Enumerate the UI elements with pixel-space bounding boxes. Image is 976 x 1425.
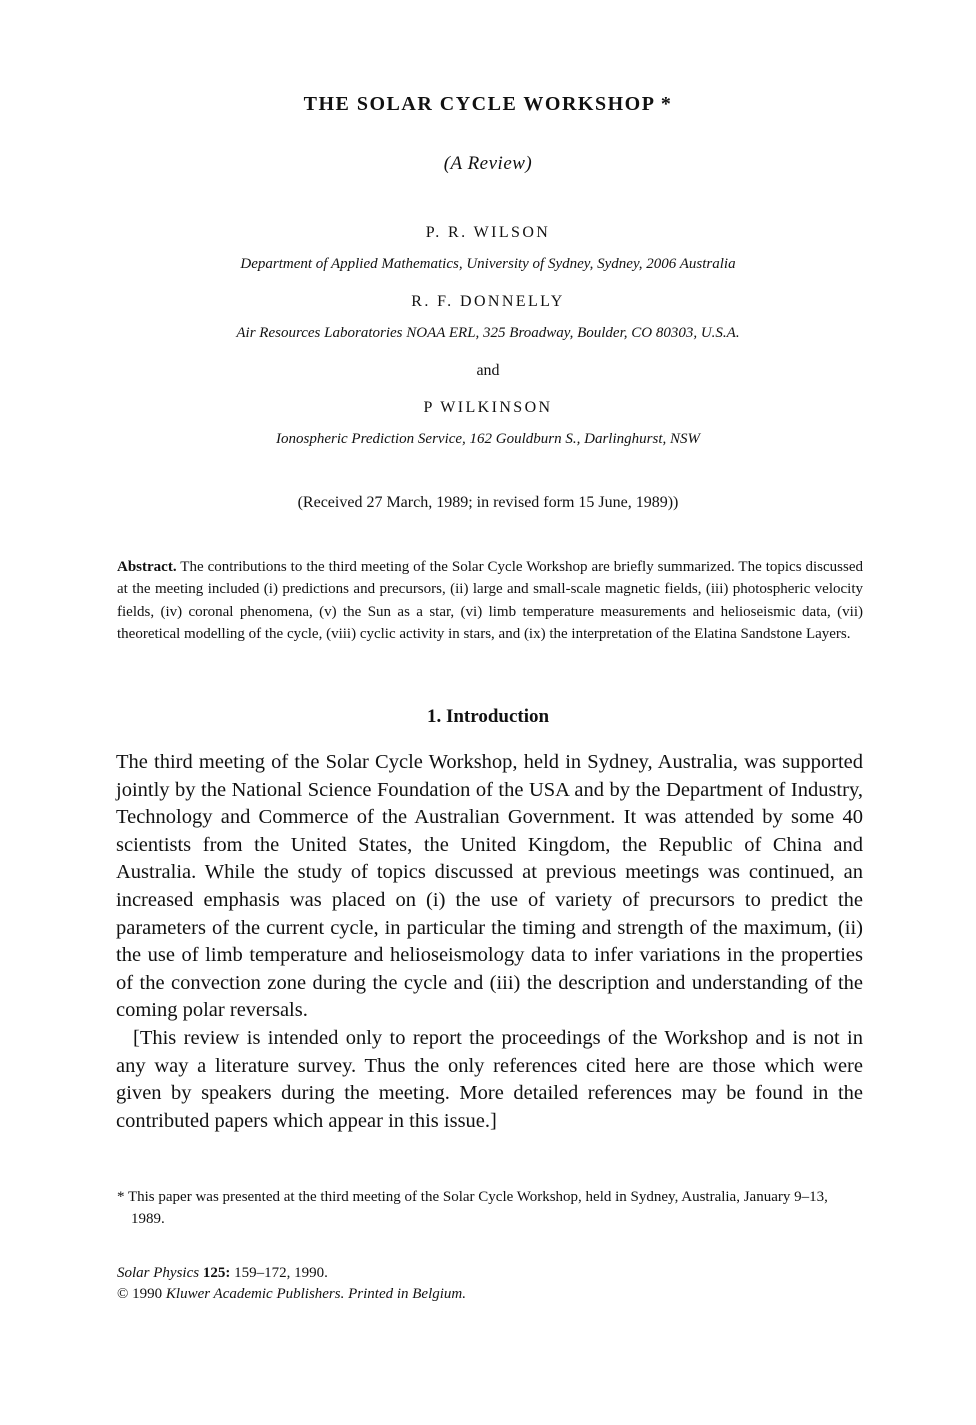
abstract-text: The contributions to the third meeting of the Solar Cycle Workshop are briefly summarized. The topics discussed at the meeting included (i) predictions and precursors, (ii) large and small-scale magnetic fields, (iii) photospheric velocity fields, (iv) coronal phenomena, (v) the Sun as a star, (vi) limb temperature measurements and helioseismic data, (vii) theoretical modelling of the cycle, (viii) cyclic activity in stars, and (ix) the interpretation of the Elatina Sandstone Layers. [117, 559, 863, 642]
footnote: * This paper was presented at the third meeting of the Solar Cycle Workshop, held in Sydney, Australia, January 9–13, 1989. [117, 1189, 828, 1227]
abstract-label: Abstract. [117, 559, 177, 575]
author-affiliation: Ionospheric Prediction Service, 162 Gouldburn S., Darlinghurst, NSW [276, 431, 700, 447]
body-paragraph: The third meeting of the Solar Cycle Workshop, held in Sydney, Australia, was supported jointly by the National Science Foundation of the USA and by the Department of Industry, Technology and Commerce of the Australian Government. It was attended by some 40 scientists from the United States, the United Kingdom, the Republic of China and Australia. While the study of topics discussed at previous meetings was continued, an increased emphasis was placed on (i) the use of variety of precursors to predict the parameters of the current cycle, in particular the timing and strength of the maximum, (ii) the use of limb temperature and helioseismology data to infer variations in the properties of the convection zone during the cycle and (iii) the description and understanding of the coming polar reversals. [116, 751, 863, 1022]
journal-info [117, 1263, 466, 1305]
paper-title: THE SOLAR CYCLE WORKSHOP * [303, 93, 673, 115]
author-conjunction: and [476, 362, 500, 379]
journal-pages: 159–172, 1990. [230, 1265, 328, 1281]
received-dates: (Received 27 March, 1989; in revised form 15 June, 1989)) [297, 494, 679, 511]
paper-subtitle: (A Review) [443, 153, 533, 174]
journal-name: Solar Physics [117, 1265, 200, 1281]
copyright-line [117, 1284, 466, 1305]
journal-citation [117, 1263, 466, 1284]
author-name: P WILKINSON [423, 399, 553, 416]
body-paragraph: [This review is intended only to report the proceedings of the Workshop and is not in any way a literature survey. Thus the only references cited here are those which were given by speakers during the meeting. More detailed references may be found in the contributed papers which appear in this issue.] [116, 1026, 863, 1132]
copyright-symbol: © [117, 1286, 129, 1302]
author-affiliation: Department of Applied Mathematics, University of Sydney, Sydney, 2006 Australia [240, 256, 736, 272]
copyright-year: 1990 [128, 1286, 166, 1302]
publisher: Kluwer Academic Publishers. Printed in Belgium. [165, 1286, 467, 1302]
author-affiliation: Air Resources Laboratories NOAA ERL, 325 Broadway, Boulder, CO 80303, U.S.A. [236, 325, 740, 341]
author-name: R. F. DONNELLY [411, 293, 565, 310]
abstract [117, 556, 863, 645]
author-name: P. R. WILSON [425, 224, 551, 241]
journal-volume: 125: [202, 1265, 231, 1281]
section-body [116, 749, 863, 1135]
section-heading: 1. Introduction [426, 706, 550, 727]
